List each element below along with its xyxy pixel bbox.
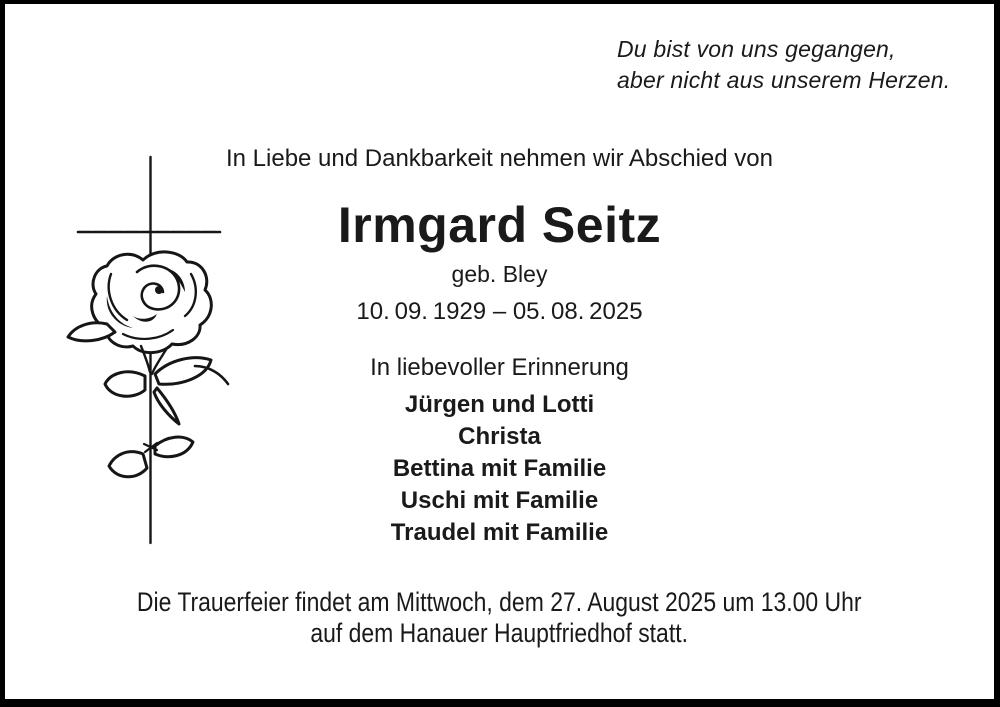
mourner-line: Traudel mit Familie bbox=[390, 519, 609, 546]
epitaph-quote bbox=[617, 34, 950, 96]
deceased-name: Irmgard Seitz bbox=[337, 197, 662, 253]
mourner-line: Uschi mit Familie bbox=[400, 487, 599, 514]
funeral-line-2: auf dem Hanauer Hauptfriedhof statt. bbox=[310, 618, 689, 648]
memorial-heading: In liebevoller Erinnerung bbox=[370, 354, 629, 381]
funeral-line-1: Die Trauerfeier findet am Mittwoch, dem 27. August 2025 um 13.00 Uhr bbox=[137, 587, 862, 617]
life-dates: 10. 09. 1929 – 05. 08. 2025 bbox=[356, 298, 643, 325]
epitaph-line-2: aber nicht aus unserem Herzen. bbox=[617, 67, 951, 93]
epitaph-line-1: Du bist von uns gegangen, bbox=[617, 36, 896, 62]
mourner-line: Christa bbox=[458, 423, 541, 450]
funeral-details bbox=[5, 587, 994, 649]
mourner-line: Jürgen und Lotti bbox=[404, 391, 595, 418]
maiden-name: geb. Bley bbox=[451, 261, 548, 287]
intro-line: In Liebe und Dankbarkeit nehmen wir Abschied von bbox=[225, 145, 773, 172]
mourner-line: Bettina mit Familie bbox=[392, 455, 607, 482]
mourners-list bbox=[5, 389, 994, 549]
